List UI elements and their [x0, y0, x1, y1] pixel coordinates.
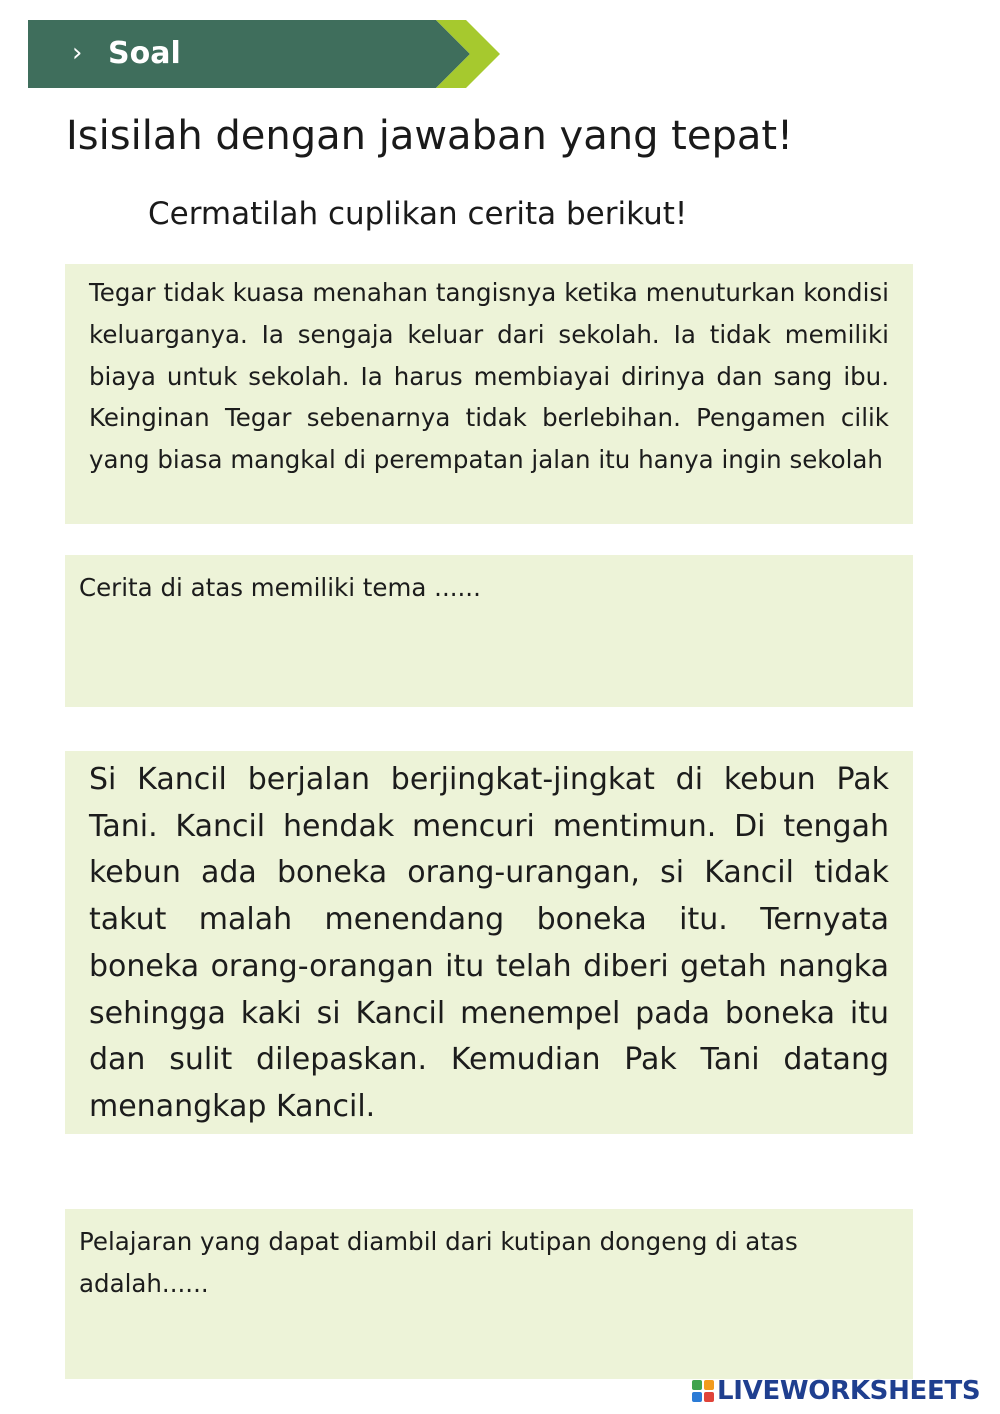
story-passage-box-1	[65, 264, 913, 524]
page-heading: Isisilah dengan jawaban yang tepat!	[66, 113, 794, 159]
story-passage-text-2: Si Kancil berjalan berjingkat-jingkat di kebun Pak Tani. Kancil hendak mencuri mentimun. Di tengah kebun ada boneka orang-urangan, si Kancil tidak takut malah menendang boneka itu. Ternyata boneka orang-orangan itu telah diberi getah nangka sehingga kaki si Kancil menempel pada boneka itu dan sulit dilepaskan. Kemudian Pak Tani datang menangkap Kancil.	[89, 762, 889, 1124]
answer-box-2[interactable]	[65, 1209, 913, 1379]
question-prompt-1: Cerita di atas memiliki tema ......	[79, 573, 481, 602]
liveworksheets-logo-icon	[692, 1380, 714, 1402]
story-passage-box-2	[65, 751, 913, 1134]
liveworksheets-brand	[692, 1373, 980, 1409]
story-passage-text-1: Tegar tidak kuasa menahan tangisnya ketika menuturkan kondisi keluarganya. Ia sengaja keluar dari sekolah. Ia tidak memiliki biaya untuk sekolah. Ia harus membiayai dirinya dan sang ibu. Keinginan Tegar sebenarnya tidak berlebihan. Pengamen cilik yang biasa mangkal di perempatan jalan itu hanya ingin sekolah	[89, 278, 889, 475]
banner-shape	[28, 20, 500, 88]
instruction-subheading: Cermatilah cuplikan cerita berikut!	[148, 196, 688, 232]
section-banner	[28, 20, 500, 88]
chevron-right-icon: ›	[72, 38, 83, 68]
question-prompt-2: Pelajaran yang dapat diambil dari kutipan dongeng di atas adalah......	[79, 1227, 798, 1298]
answer-box-1[interactable]	[65, 555, 913, 707]
brand-name: LIVEWORKSHEETS	[717, 1376, 981, 1406]
banner-title: Soal	[108, 36, 181, 71]
